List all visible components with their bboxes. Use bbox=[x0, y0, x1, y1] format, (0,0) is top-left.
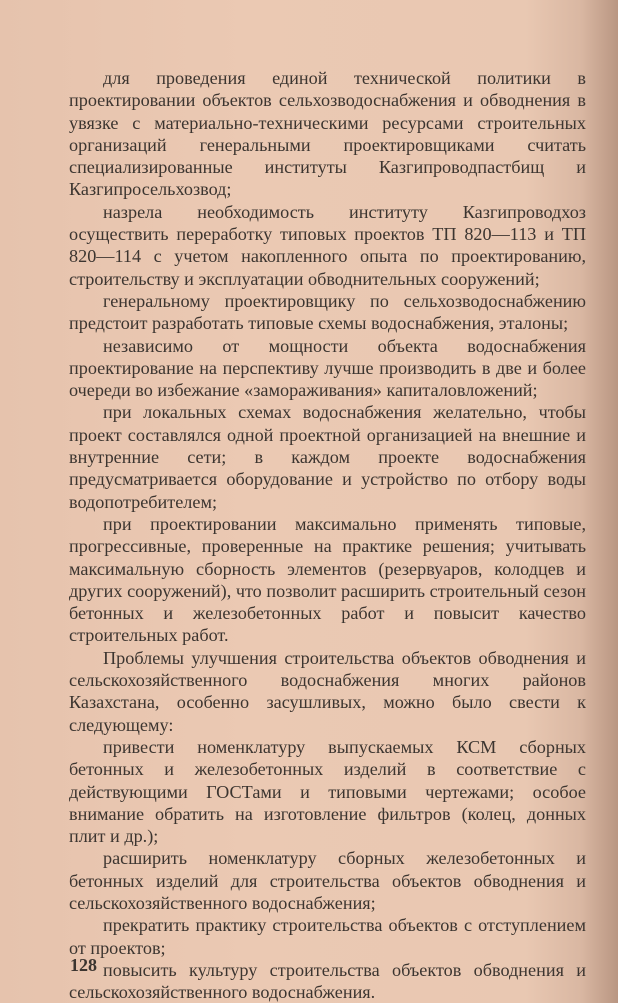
paragraph: привести номенклатуру выпускаемых КСМ сборных бетонных и железобетонных изделий в соответствие с действующими ГОСТами и типовыми чертежами; особое внимание обратить на изготовление фильтров (колец, донных плит и др.); bbox=[69, 736, 586, 847]
paragraph: прекратить практику строительства объектов с отступлением от проектов; bbox=[69, 915, 586, 958]
paragraph: независимо от мощности объекта водоснабжения проектирование на перспективу лучше производить в две и более очереди во избежание «замораживания» капиталовложений; bbox=[69, 335, 586, 401]
paragraph: повысить культуру строительства объектов обводнения и сельскохозяйственного водоснабжения. bbox=[69, 959, 586, 1003]
paragraph: расширить номенклатуру сборных железобетонных и бетонных изделий для строительства объектов обводнения и сельскохозяйственного водоснабжения; bbox=[69, 848, 586, 913]
paragraph: генеральному проектировщику по сельхозводоснабжению предстоит разработать типовые схемы водоснабжения, эталоны; bbox=[69, 290, 586, 334]
page-number: 128 bbox=[70, 955, 97, 975]
paragraph: для проведения единой технической политики в проектировании объектов сельхозводоснабжения и обводнения в увязке с материально-техническими ресурсами строительных организаций генеральными проектировщиками считать специализированные институты Казгипроводпастбищ и Казгипросельхозвод; bbox=[69, 68, 586, 200]
paragraph: Проблемы улучшения строительства объектов обводнения и сельскохозяйственного водоснабжения многих районов Казахстана, особенно засушливых, можно было свести к следующему: bbox=[69, 647, 586, 735]
paragraph: назрела необходимость институту Казгипроводхоз осуществить переработку типовых проектов ТП 820—113 и ТП 820—114 с учетом накопленного опыта по проектированию, строительству и эксплуатации обводнительных сооружений; bbox=[69, 201, 586, 289]
paragraph: при локальных схемах водоснабжения желательно, чтобы проект составлялся одной проектной организацией на внешние и внутренние сети; в каждом проекте водоснабжения предусматривается оборудование и устройство по отбору воды водопотребителем; bbox=[69, 402, 586, 512]
paragraph: при проектировании максимально применять типовые, прогрессивные, проверенные на практике решения; учитывать максимальную сборность элементов (резервуаров, колодцев и других сооружений), что позволит расширить строительный сезон бетонных и железобетонных работ и повысит качество строительных работ. bbox=[69, 513, 586, 646]
page-body bbox=[69, 67, 586, 1003]
